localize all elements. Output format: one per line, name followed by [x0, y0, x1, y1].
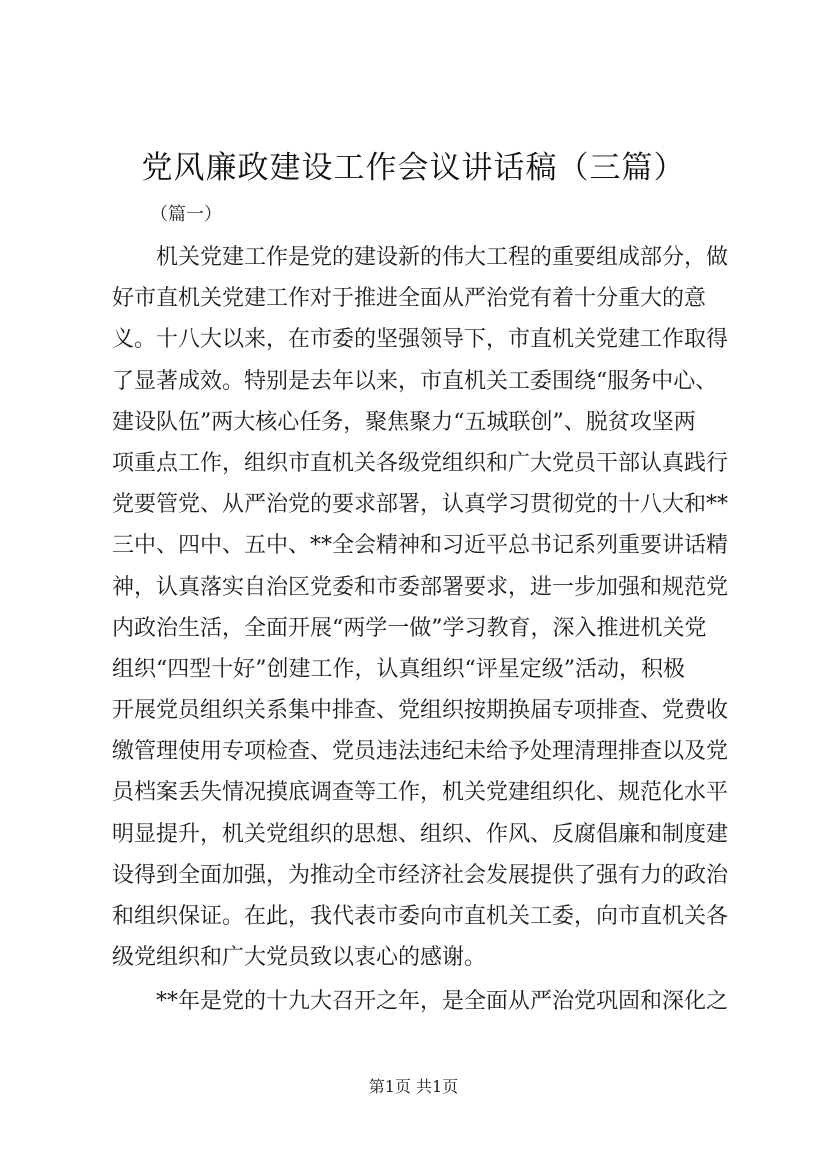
paragraph-line: 党要管党、从严治党的要求部署，认真学习贯彻党的十八大和**: [112, 492, 729, 518]
document-body: [112, 237, 729, 1023]
paragraph-line: **年是党的十九大召开之年，是全面从严治党巩固和深化之: [156, 989, 729, 1015]
paragraph-line: 组织“四型十好”创建工作，认真组织“评星定级”活动，积极: [112, 656, 685, 682]
paragraph-line: 了显著成效。特别是去年以来，市直机关工委围绕“服务中心、: [112, 368, 718, 394]
paragraph-line: 神，认真落实自治区党委和市委部署要求，进一步加强和规范党: [112, 574, 729, 600]
paragraph-line: 缴管理使用专项检查、党员违法违纪未给予处理清理排查以及党: [112, 739, 729, 765]
paragraph-line: 好市直机关党建工作对于推进全面从严治党有着十分重大的意: [112, 286, 707, 312]
section-label: （篇一）: [150, 204, 222, 225]
paragraph-line: 和组织保证。在此，我代表市委向市直机关工委，向市直机关各: [112, 904, 729, 929]
paragraph-line: 建设队伍”两大核心任务，聚焦聚力“五城联创”、脱贫攻坚两: [112, 409, 696, 435]
paragraph-line: 级党组织和广大党员致以衷心的感谢。: [112, 945, 487, 971]
paragraph-line: 三中、四中、五中、**全会精神和习近平总书记系列重要讲话精: [112, 533, 729, 559]
paragraph-line: 义。十八大以来，在市委的坚强领导下，市直机关党建工作取得: [112, 327, 729, 353]
paragraph-line: 机关党建工作是党的建设新的伟大工程的重要组成部分，做: [156, 245, 729, 270]
document-title: 党风廉政建设工作会议讲话稿（三篇）: [141, 150, 686, 186]
page-footer: 第1页 共1页: [368, 1077, 459, 1096]
paragraph-line: 员档案丢失情况摸底调查等工作，机关党建组织化、规范化水平: [112, 780, 729, 806]
paragraph-line: 内政治生活，全面开展“两学一做”学习教育，深入推进机关党: [112, 615, 707, 641]
paragraph-line: 项重点工作，组织市直机关各级党组织和广大党员干部认真践行: [112, 450, 729, 476]
paragraph-line: 开展党员组织关系集中排查、党组织按期换届专项排查、党费收: [112, 698, 729, 724]
paragraph-line: 设得到全面加强，为推动全市经济社会发展提供了强有力的政治: [112, 862, 729, 888]
paragraph-line: 明显提升，机关党组织的思想、组织、作风、反腐倡廉和制度建: [112, 821, 729, 847]
